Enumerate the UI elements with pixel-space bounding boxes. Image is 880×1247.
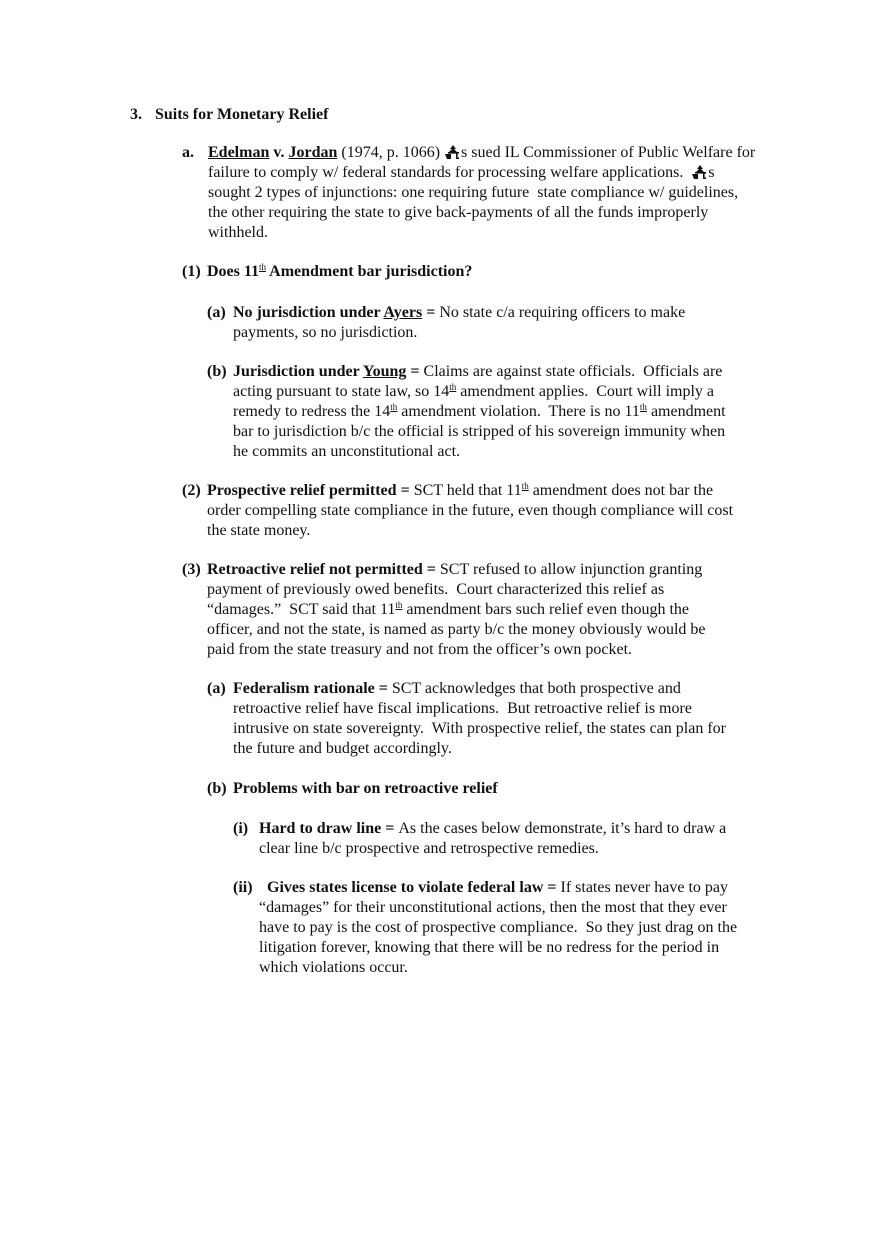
bold-text: =: [422, 561, 440, 578]
text-line: [233, 323, 685, 343]
outline-item-q1: [182, 262, 472, 282]
outline-text: [208, 143, 755, 243]
text-line: [233, 402, 726, 422]
text-line: [259, 958, 737, 978]
text-line: [208, 163, 755, 183]
bold-text: Hard to draw line: [259, 820, 382, 837]
text-segment: order compelling state compliance in the future, even though compliance will cost: [207, 502, 734, 519]
text-segment: remedy to redress the 14: [233, 403, 391, 420]
outline-label: (b): [207, 780, 227, 797]
text-line: [233, 699, 726, 719]
text-line: [207, 501, 733, 521]
outline-label: (a): [207, 304, 226, 321]
text-segment: he commits an unconstitutional act.: [233, 443, 461, 460]
bold-text: =: [422, 304, 440, 321]
outline-item-q2: [182, 481, 733, 541]
text-segment: SCT acknowledges that both prospective and: [391, 680, 681, 697]
text-segment: litigation forever, knowing that there will be no redress for the period in: [259, 939, 720, 956]
text-line: [207, 620, 706, 640]
text-line: [207, 262, 472, 282]
outline-label: (2): [182, 482, 201, 499]
text-segment: No state c/a requiring officers to make: [439, 304, 686, 321]
text-line: [208, 143, 755, 163]
text-segment: s: [708, 164, 715, 181]
section-title: Suits for Monetary Relief: [155, 106, 329, 123]
superscript: th: [259, 262, 267, 272]
text-segment: Claims are against state officials. Officials are: [423, 363, 723, 380]
outline-item-q3bii: [233, 878, 737, 978]
text-line: [259, 839, 726, 859]
outline-item-q1a: [207, 303, 685, 343]
bold-text: =: [374, 680, 392, 697]
text-line: [233, 362, 726, 382]
case-name: Edelman: [208, 144, 270, 161]
text-segment: As the cases below demonstrate, it’s hard to draw a: [398, 820, 727, 837]
text-line: [259, 938, 737, 958]
text-segment: SCT refused to allow injunction granting: [439, 561, 703, 578]
outline-text: [207, 560, 706, 660]
text-line: [233, 442, 726, 462]
text-segment: s sued IL Commissioner of Public Welfare for: [461, 144, 756, 161]
text-line: [259, 918, 737, 938]
text-segment: withheld.: [208, 224, 268, 241]
text-line: [259, 819, 726, 839]
text-line: [207, 640, 706, 660]
bold-text: Problems with bar on retroactive relief: [233, 780, 498, 797]
text-line: [259, 878, 737, 898]
text-line: [208, 203, 755, 223]
text-segment: SCT held that 11: [413, 482, 522, 499]
text-line: [233, 303, 685, 323]
superscript: th: [449, 382, 457, 392]
text-line: [233, 779, 498, 799]
text-line: [207, 580, 706, 600]
text-segment: officer, and not the state, is named as party b/c the money obviously would be: [207, 621, 706, 638]
text-segment: intrusive on state sovereignty. With prospective relief, the states can plan for: [233, 720, 726, 737]
text-line: [233, 719, 726, 739]
outline-label: (i): [233, 820, 249, 837]
bold-text: Federalism rationale: [233, 680, 375, 697]
text-segment: payments, so no jurisdiction.: [233, 324, 418, 341]
outline-label: (b): [207, 363, 227, 380]
text-segment: the other requiring the state to give back-payments of all the funds improperly: [208, 204, 709, 221]
text-segment: payment of previously owed benefits. Court characterized this relief as: [207, 581, 665, 598]
text-segment: clear line b/c prospective and retrospective remedies.: [259, 840, 599, 857]
superscript: th: [395, 600, 403, 610]
text-line: [233, 382, 726, 402]
case-name: Ayers: [383, 304, 423, 321]
text-line: [207, 560, 706, 580]
text-line: [233, 422, 726, 442]
outline-label: (1): [182, 263, 201, 280]
bold-text: Amendment bar jurisdiction?: [266, 263, 473, 280]
text-line: [233, 739, 726, 759]
text-segment: the state money.: [207, 522, 311, 539]
text-segment: sought 2 types of injunctions: one requiring future state compliance w/ guidelines,: [208, 184, 739, 201]
outline-label: (3): [182, 561, 201, 578]
text-segment: acting pursuant to state law, so 14: [233, 383, 450, 400]
bold-text: No jurisdiction under: [233, 304, 384, 321]
bold-text: Gives states license to violate federal law: [259, 879, 544, 896]
outline-label: (ii): [233, 879, 253, 896]
outline-text: [207, 262, 472, 282]
text-segment: If states never have to pay: [560, 879, 728, 896]
text-segment: have to pay is the cost of prospective compliance. So they just drag on the: [259, 919, 738, 936]
section-number: 3.: [130, 106, 142, 123]
bold-text: Retroactive relief not permitted: [207, 561, 423, 578]
text-segment: amendment applies. Court will imply a: [456, 383, 714, 400]
outline-text: [233, 362, 726, 462]
plaintiff-icon: [444, 144, 461, 161]
text-segment: which violations occur.: [259, 959, 408, 976]
outline-item-case-a: [182, 143, 755, 243]
text-segment: “damages” for their unconstitutional actions, then the most that they ever: [259, 899, 727, 916]
text-line: [259, 898, 737, 918]
outline-text: [233, 679, 726, 759]
bold-text: =: [396, 482, 414, 499]
section-heading: [130, 105, 329, 125]
bold-text: Does 11: [207, 263, 259, 280]
outline-item-q3bi: [233, 819, 726, 859]
bold-text: =: [381, 820, 399, 837]
text-line: [233, 679, 726, 699]
text-segment: bar to jurisdiction b/c the official is stripped of his sovereign immunity when: [233, 423, 726, 440]
text-line: [208, 183, 755, 203]
text-segment: failure to comply w/ federal standards for processing welfare applications.: [208, 164, 692, 181]
text-segment: amendment: [646, 403, 726, 420]
text-segment: paid from the state treasury and not from the officer’s own pocket.: [207, 641, 633, 658]
text-line: [207, 481, 733, 501]
outline-text: [233, 779, 498, 799]
text-segment: (1974, p. 1066): [337, 144, 445, 161]
text-segment: amendment bars such relief even though the: [402, 601, 689, 618]
outline-text: [259, 819, 726, 859]
superscript: th: [639, 402, 647, 412]
text-segment: amendment violation. There is no 11: [397, 403, 640, 420]
text-segment: retroactive relief have fiscal implications. But retroactive relief is more: [233, 700, 692, 717]
plaintiff-icon: [691, 164, 708, 181]
bold-text: Prospective relief permitted: [207, 482, 397, 499]
text-line: [208, 223, 755, 243]
outline-item-q3b: [207, 779, 498, 799]
superscript: th: [521, 481, 529, 491]
superscript: th: [390, 402, 398, 412]
text-line: [207, 600, 706, 620]
text-segment: amendment does not bar the: [528, 482, 714, 499]
bold-text: =: [406, 363, 424, 380]
outline-text: [207, 481, 733, 541]
outline-item-q1b: [207, 362, 726, 462]
outline-label: (a): [207, 680, 226, 697]
bold-text: Jurisdiction under: [233, 363, 363, 380]
outline-text: [259, 878, 737, 978]
outline-item-q3: [182, 560, 706, 660]
bold-text: v.: [269, 144, 289, 161]
case-name: Young: [362, 363, 407, 380]
outline-label: a.: [182, 144, 194, 161]
text-line: [207, 521, 733, 541]
text-segment: the future and budget accordingly.: [233, 740, 452, 757]
outline-item-q3a: [207, 679, 726, 759]
bold-text: =: [543, 879, 561, 896]
text-segment: “damages.” SCT said that 11: [207, 601, 396, 618]
case-name: Jordan: [288, 144, 338, 161]
outline-text: [233, 303, 685, 343]
